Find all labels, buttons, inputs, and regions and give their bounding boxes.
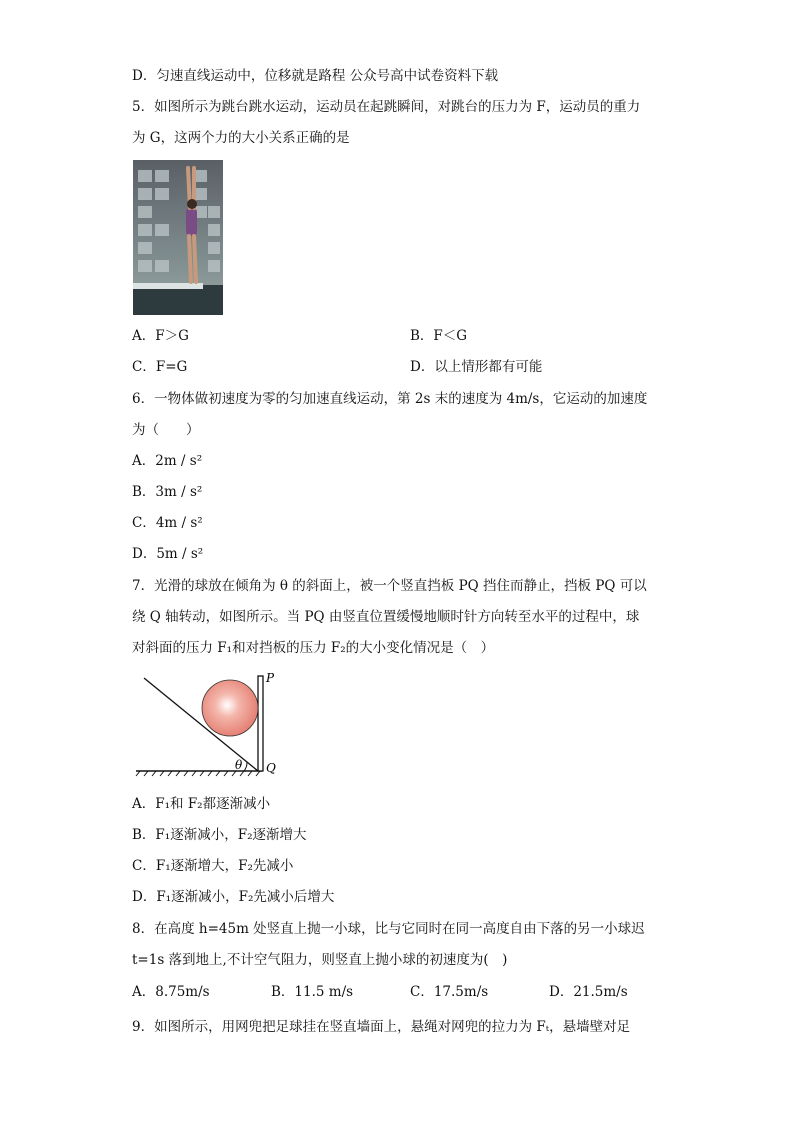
q8-option-d: D．21.5m/s — [549, 984, 628, 1000]
q5-stem-line1: 5．如图所示为跳台跳水运动，运动员在起跳瞬间，对跳台的压力为 F，运动员的重力 — [132, 99, 641, 115]
q7-option-d: D．F₁逐渐减小，F₂先减小后增大 — [132, 889, 335, 905]
q5-option-c: C．F=G — [132, 359, 188, 375]
label-q: Q — [266, 761, 276, 775]
q6-stem-line2: 为（ ） — [132, 422, 200, 438]
q6-option-a: A．2m / s² — [132, 453, 203, 469]
q7-stem-line1: 7．光滑的球放在倾角为 θ 的斜面上，被一个竖直挡板 PQ 挡住而静止，挡板 PQ 可以 — [132, 578, 647, 594]
q7-option-a: A．F₁和 F₂都逐渐减小 — [132, 796, 271, 812]
theta-arc — [244, 762, 247, 771]
q7-option-b: B．F₁逐渐减小，F₂逐渐增大 — [132, 827, 307, 843]
q5-option-d: D．以上情形都有可能 — [410, 359, 543, 375]
diver-photo — [133, 160, 223, 315]
q8-option-c: C．17.5m/s — [410, 984, 489, 1000]
ball — [202, 680, 258, 736]
q8-option-a: A．8.75m/s — [132, 984, 210, 1000]
q5-stem-line2: 为 G，这两个力的大小关系正确的是 — [132, 130, 350, 146]
label-p: P — [266, 671, 275, 685]
baffle-pq — [258, 676, 263, 771]
q6-option-d: D．5m / s² — [132, 546, 204, 562]
q7-option-c: C．F₁逐渐增大，F₂先减小 — [132, 858, 294, 874]
q6-option-b: B．3m / s² — [132, 484, 203, 500]
q7-stem-line3: 对斜面的压力 F₁和对挡板的压力 F₂的大小变化情况是（ ） — [132, 640, 495, 656]
q5-option-b: B．F＜G — [410, 328, 468, 344]
q6-option-c: C．4m / s² — [132, 515, 203, 531]
label-theta: θ — [235, 758, 243, 772]
q8-stem-line2: t=1s 落到地上,不计空气阻力，则竖直上抛小球的初速度为( ) — [132, 952, 508, 968]
incline-ball-diagram — [132, 670, 282, 780]
q8-option-b: B．11.5 m/s — [271, 984, 354, 1000]
q9-stem-line1: 9．如图所示，用网兜把足球挂在竖直墙面上，悬绳对网兜的拉力为 Fₜ，悬墙壁对足 — [132, 1019, 631, 1035]
q5-option-a: A．F＞G — [132, 328, 189, 344]
q8-stem-line1: 8．在高度 h=45m 处竖直上抛一小球，比与它同时在同一高度自由下落的另一小球迟 — [132, 921, 645, 937]
q6-stem-line1: 6．一物体做初速度为零的匀加速直线运动，第 2s 末的速度为 4m/s，它运动的加速度 — [132, 391, 648, 407]
q4-option-d: D．匀速直线运动中，位移就是路程 公众号高中试卷资料下载 — [132, 68, 499, 84]
q7-stem-line2: 绕 Q 轴转动，如图所示。当 PQ 由竖直位置缓慢地顺时针方向转至水平的过程中，球 — [132, 609, 640, 625]
